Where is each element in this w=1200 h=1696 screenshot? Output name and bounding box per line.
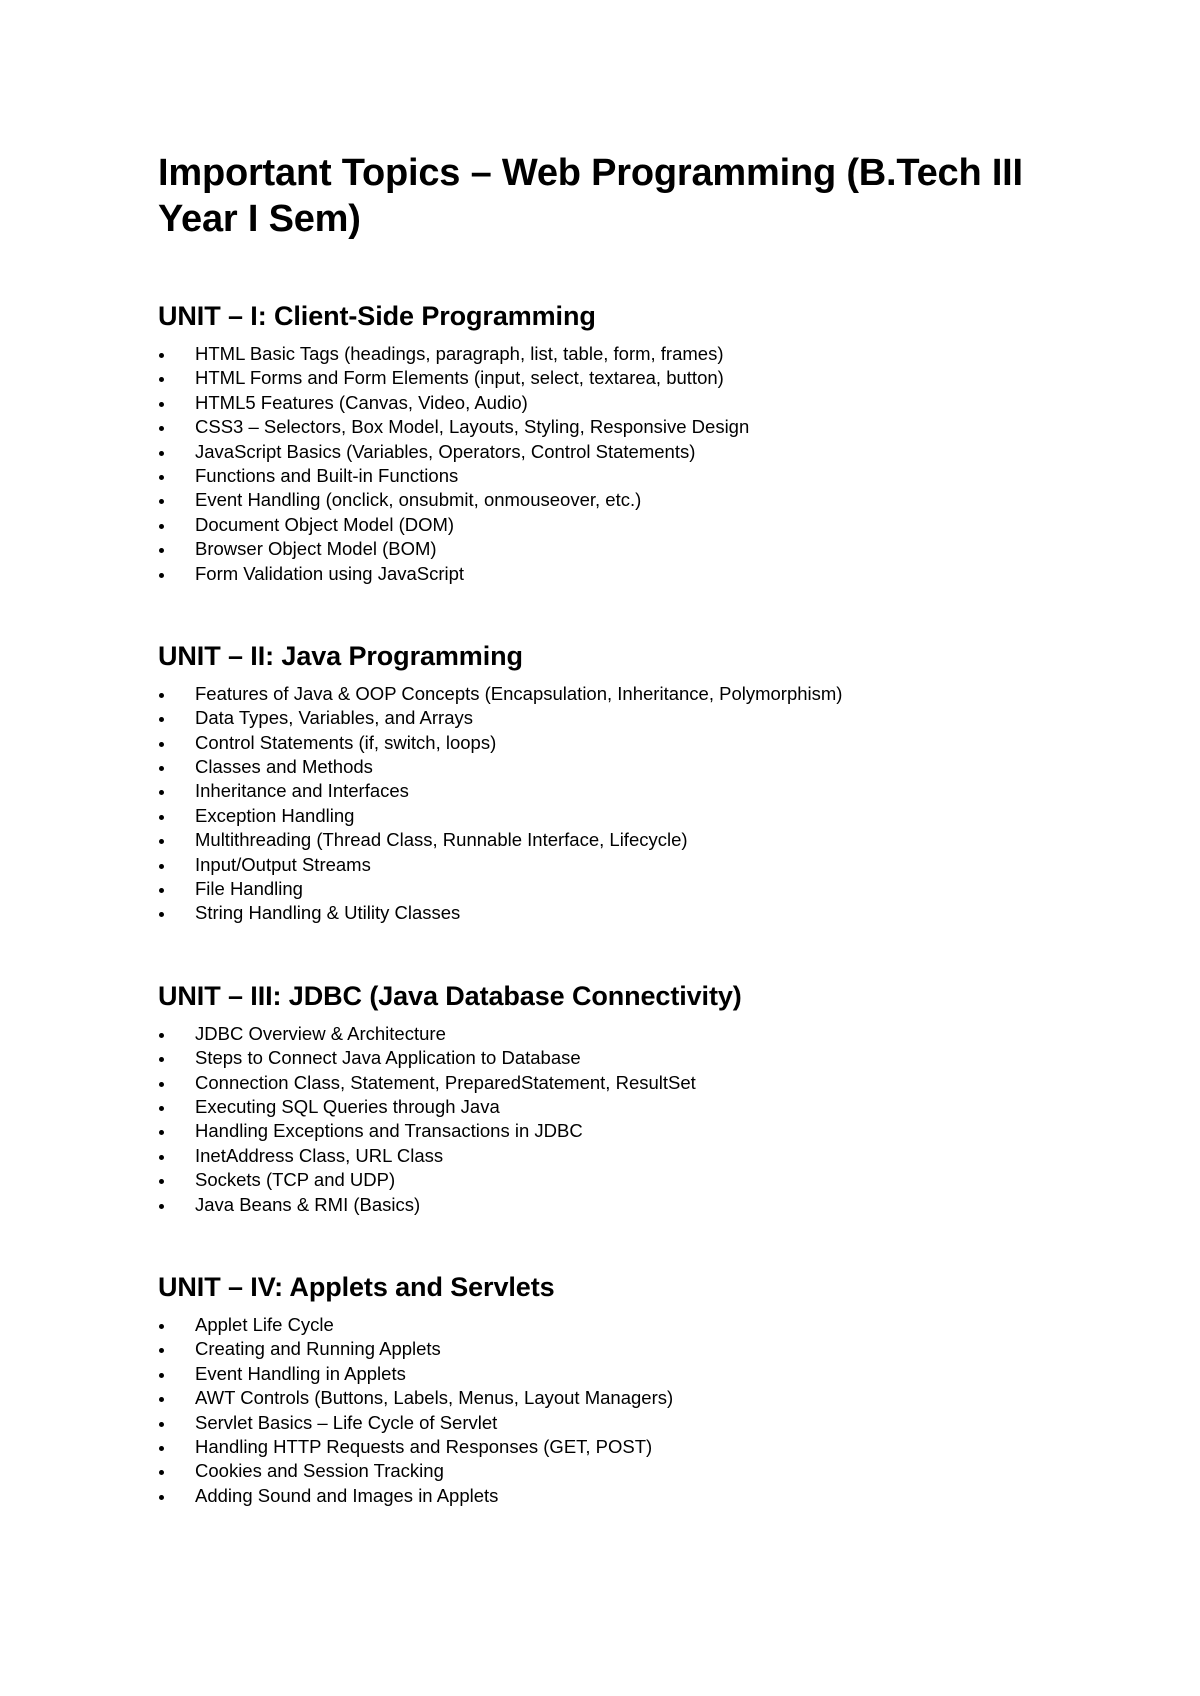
topic-text: Creating and Running Applets [195,1338,441,1360]
list-item [158,779,1058,803]
document-title: Important Topics – Web Programming (B.Tech III Year I Sem) [158,152,1023,240]
document-content [158,150,1058,1508]
list-item [158,1362,1058,1386]
topic-text: Handling HTTP Requests and Responses (GET, POST) [195,1435,653,1457]
list-item [158,1435,1058,1459]
list-item [158,1022,1058,1046]
bullet-icon [159,717,164,722]
unit-section-2 [158,640,1058,926]
topic-text: Input/Output Streams [195,853,371,875]
bullet-icon [159,475,164,480]
list-item [158,1484,1058,1508]
list-item [158,1144,1058,1168]
list-item [158,1168,1058,1192]
unit-heading: UNIT – IV: Applets and Servlets [158,1271,555,1302]
list-item [158,731,1058,755]
bullet-icon [159,451,164,456]
bullet-icon [159,573,164,578]
bullet-icon [159,1495,164,1500]
topic-text: Features of Java & OOP Concepts (Encapsulation, Inheritance, Polymorphism) [195,682,843,704]
topic-text: CSS3 – Selectors, Box Model, Layouts, Styling, Responsive Design [195,416,750,438]
list-item [158,440,1058,464]
list-item [158,877,1058,901]
topic-text: Java Beans & RMI (Basics) [195,1193,421,1215]
topic-text: Servlet Basics – Life Cycle of Servlet [195,1411,498,1433]
topic-list [158,1022,1058,1217]
list-item [158,1046,1058,1070]
bullet-icon [159,1204,164,1209]
list-item [158,415,1058,439]
unit-section-1 [158,300,1058,586]
list-item [158,706,1058,730]
bullet-icon [159,766,164,771]
list-item [158,1386,1058,1410]
topic-text: Control Statements (if, switch, loops) [195,731,497,753]
topic-text: Data Types, Variables, and Arrays [195,707,473,729]
bullet-icon [159,1057,164,1062]
bullet-icon [159,912,164,917]
topic-text: Adding Sound and Images in Applets [195,1484,499,1506]
topic-text: HTML5 Features (Canvas, Video, Audio) [195,391,528,413]
list-item [158,1193,1058,1217]
bullet-icon [159,353,164,358]
bullet-icon [159,1155,164,1160]
topic-text: Executing SQL Queries through Java [195,1095,500,1117]
topic-text: Applet Life Cycle [195,1313,334,1335]
list-item [158,464,1058,488]
list-item [158,804,1058,828]
topic-text: File Handling [195,878,303,900]
unit-heading: UNIT – II: Java Programming [158,640,523,671]
topic-text: InetAddress Class, URL Class [195,1144,444,1166]
topic-text: Event Handling (onclick, onsubmit, onmouseover, etc.) [195,489,642,511]
bullet-icon [159,888,164,893]
topic-text: Document Object Model (DOM) [195,513,455,535]
topic-list [158,682,1058,926]
bullet-icon [159,1446,164,1451]
list-item [158,1095,1058,1119]
topic-text: JDBC Overview & Architecture [195,1022,446,1044]
list-item [158,562,1058,586]
topic-text: Browser Object Model (BOM) [195,538,437,560]
bullet-icon [159,1130,164,1135]
bullet-icon [159,815,164,820]
unit-section-3 [158,980,1058,1217]
bullet-icon [159,524,164,529]
list-item [158,853,1058,877]
bullet-icon [159,548,164,553]
topic-text: Inheritance and Interfaces [195,780,409,802]
list-item [158,488,1058,512]
bullet-icon [159,499,164,504]
bullet-icon [159,839,164,844]
list-item [158,1337,1058,1361]
topic-text: HTML Basic Tags (headings, paragraph, list, table, form, frames) [195,343,724,364]
topic-text: Classes and Methods [195,756,373,778]
topic-text: Event Handling in Applets [195,1362,406,1384]
list-item [158,513,1058,537]
topic-text: Handling Exceptions and Transactions in JDBC [195,1120,583,1142]
topic-text: Functions and Built-in Functions [195,464,459,486]
topic-list [158,342,1058,586]
bullet-icon [159,1422,164,1427]
topic-text: Cookies and Session Tracking [195,1460,444,1482]
topic-text: Exception Handling [195,804,355,826]
topic-text: String Handling & Utility Classes [195,902,461,924]
bullet-icon [159,1324,164,1329]
bullet-icon [159,1106,164,1111]
bullet-icon [159,377,164,382]
topic-text: Form Validation using JavaScript [195,562,465,584]
bullet-icon [159,1373,164,1378]
list-item [158,342,1058,366]
bullet-icon [159,1348,164,1353]
list-item [158,1411,1058,1435]
topic-text: HTML Forms and Form Elements (input, select, textarea, button) [195,367,724,389]
bullet-icon [159,864,164,869]
topic-text: Steps to Connect Java Application to Database [195,1047,581,1069]
bullet-icon [159,1179,164,1184]
bullet-icon [159,790,164,795]
bullet-icon [159,1082,164,1087]
bullet-icon [159,693,164,698]
list-item [158,755,1058,779]
bullet-icon [159,402,164,407]
topic-text: JavaScript Basics (Variables, Operators, Control Statements) [195,440,696,462]
unit-section-4 [158,1271,1058,1508]
list-item [158,1071,1058,1095]
list-item [158,1119,1058,1143]
list-item [158,682,1058,706]
list-item [158,828,1058,852]
bullet-icon [159,1033,164,1038]
bullet-icon [159,742,164,747]
list-item [158,391,1058,415]
list-item [158,901,1058,925]
list-item [158,366,1058,390]
topic-text: Multithreading (Thread Class, Runnable Interface, Lifecycle) [195,829,688,851]
topic-text: Sockets (TCP and UDP) [195,1169,396,1191]
list-item [158,537,1058,561]
topic-list [158,1313,1058,1508]
list-item [158,1313,1058,1337]
bullet-icon [159,1397,164,1402]
topic-text: AWT Controls (Buttons, Labels, Menus, Layout Managers) [195,1387,674,1409]
unit-heading: UNIT – I: Client-Side Programming [158,301,596,331]
unit-heading: UNIT – III: JDBC (Java Database Connectivity) [158,980,742,1011]
list-item [158,1459,1058,1483]
topic-text: Connection Class, Statement, PreparedStatement, ResultSet [195,1071,696,1093]
bullet-icon [159,426,164,431]
bullet-icon [159,1470,164,1475]
